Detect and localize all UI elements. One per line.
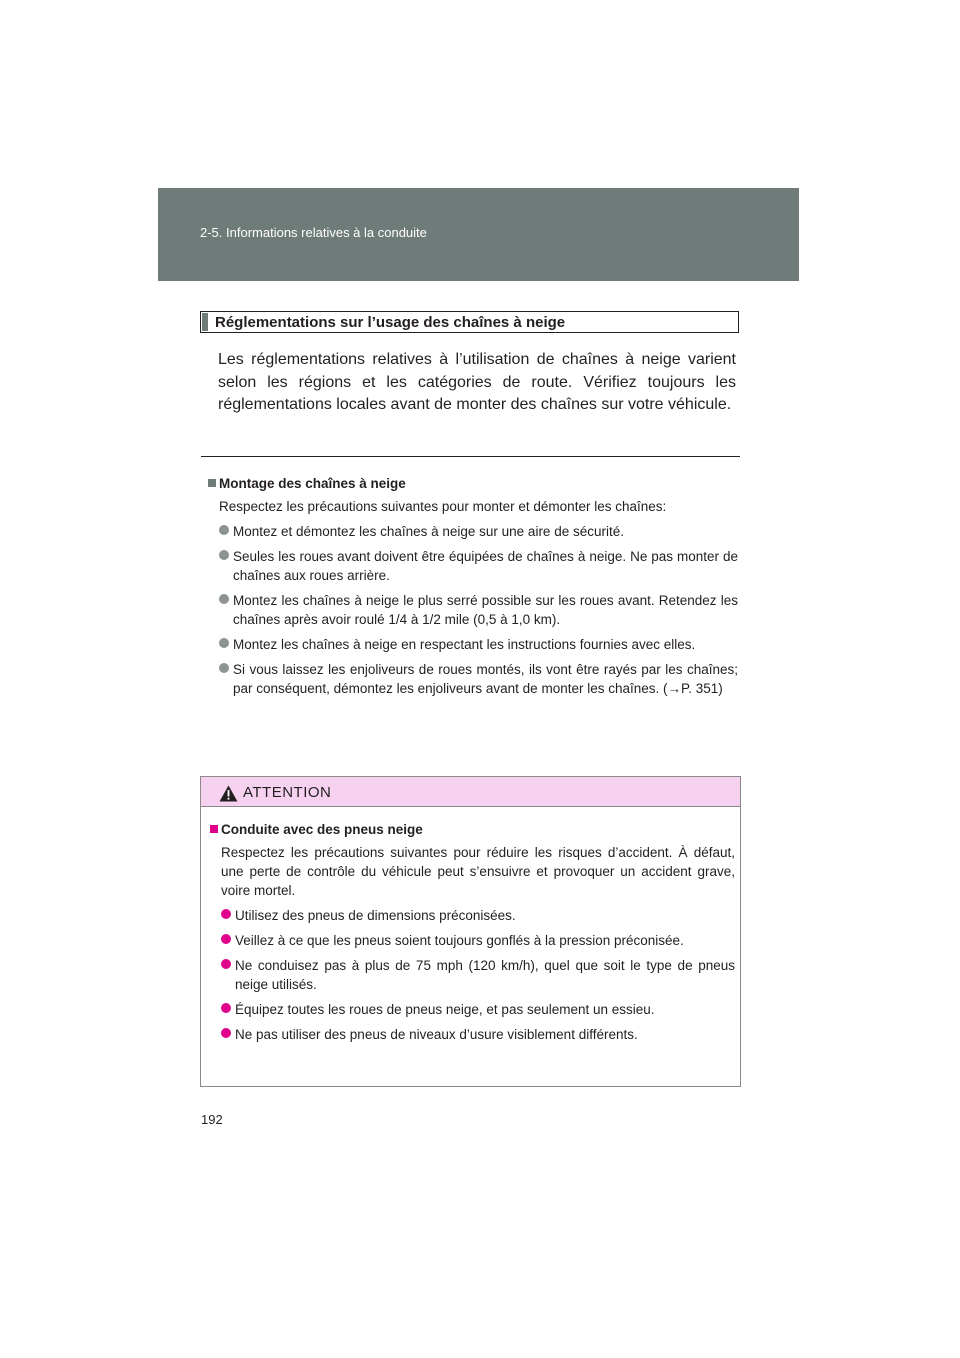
list-item-text: Seules les roues avant doivent être équipées de chaînes à neige. Ne pas monter de chaînes aux roues arrière. (233, 549, 738, 583)
rule-text: Les réglementations relatives à l’utilisation de chaînes à neige varient selon les régions et les catégories de route. Vérifiez toujours les réglementations locales avant de monter des chaînes sur votre véhicule. (218, 351, 736, 413)
bullet-dot-icon (219, 550, 229, 560)
bullet-dot-icon (219, 663, 229, 673)
mounting-intro: Respectez les précautions suivantes pour monter et démonter les chaînes: (219, 499, 667, 514)
bullet-dot-icon (221, 1028, 231, 1038)
warning-triangle-icon (219, 785, 238, 802)
rule-title-box (200, 311, 739, 333)
attention-title: ATTENTION (243, 784, 332, 801)
list-item-text: Si vous laissez les enjoliveurs de roues montés, ils vont être rayés par les chaînes; par conséquent, démontez les enjoliveurs avant de monter les chaînes. (→P. 351) (233, 662, 738, 696)
list-item-text: Ne pas utiliser des pneus de niveaux d’usure visiblement différents. (235, 1027, 638, 1042)
divider (201, 456, 740, 457)
square-bullet-icon (210, 825, 218, 833)
attention-header (201, 777, 740, 807)
bullet-dot-icon (219, 525, 229, 535)
bullet-dot-icon (221, 934, 231, 944)
list-item-text: Montez et démontez les chaînes à neige sur une aire de sécurité. (233, 524, 624, 539)
list-item-text: Utilisez des pneus de dimensions préconisées. (235, 908, 516, 923)
attention-intro: Respectez les précautions suivantes pour réduire les risques d’accident. À défaut, une perte de contrôle du véhicule peut s’ensuivre et provoquer un accident grave, voire mortel. (221, 845, 735, 898)
list-item (219, 522, 738, 541)
attention-heading-text: Conduite avec des pneus neige (221, 822, 423, 837)
list-item (221, 906, 735, 925)
bullet-dot-icon (221, 959, 231, 969)
rule-title: Réglementations sur l’usage des chaînes à neige (215, 314, 566, 331)
section-header-band (158, 188, 799, 281)
list-item-text: Montez les chaînes à neige en respectant les instructions fournies avec elles. (233, 637, 696, 652)
list-item-text: Équipez toutes les roues de pneus neige, et pas seulement un essieu. (235, 1002, 655, 1017)
list-item (219, 660, 738, 698)
list-item (221, 956, 735, 994)
list-item (221, 931, 735, 950)
bullet-dot-icon (219, 638, 229, 648)
mounting-heading (208, 474, 738, 493)
square-bullet-icon (208, 479, 216, 487)
list-item (219, 635, 738, 654)
list-item (219, 547, 738, 585)
list-item-text: Veillez à ce que les pneus soient toujours gonflés à la pression préconisée. (235, 933, 684, 948)
section-label: 2-5. Informations relatives à la conduite (200, 225, 427, 240)
attention-body (210, 820, 735, 1044)
list-item (221, 1000, 735, 1019)
page-number: 192 (201, 1112, 223, 1127)
attention-box (200, 776, 741, 1087)
mounting-heading-text: Montage des chaînes à neige (219, 476, 406, 491)
list-item (219, 591, 738, 629)
attention-heading (210, 820, 735, 839)
bullet-dot-icon (219, 594, 229, 604)
list-item-text: Montez les chaînes à neige le plus serré possible sur les roues avant. Retendez les chaînes après avoir roulé 1/4 à 1/2 mile (0,5 à 1,0 km). (233, 593, 738, 627)
bullet-dot-icon (221, 909, 231, 919)
bullet-dot-icon (221, 1003, 231, 1013)
title-bar-marker (202, 313, 208, 331)
list-item-text: Ne conduisez pas à plus de 75 mph (120 km/h), quel que soit le type de pneus neige utilisés. (235, 958, 735, 992)
mounting-section (208, 474, 738, 698)
list-item (221, 1025, 735, 1044)
